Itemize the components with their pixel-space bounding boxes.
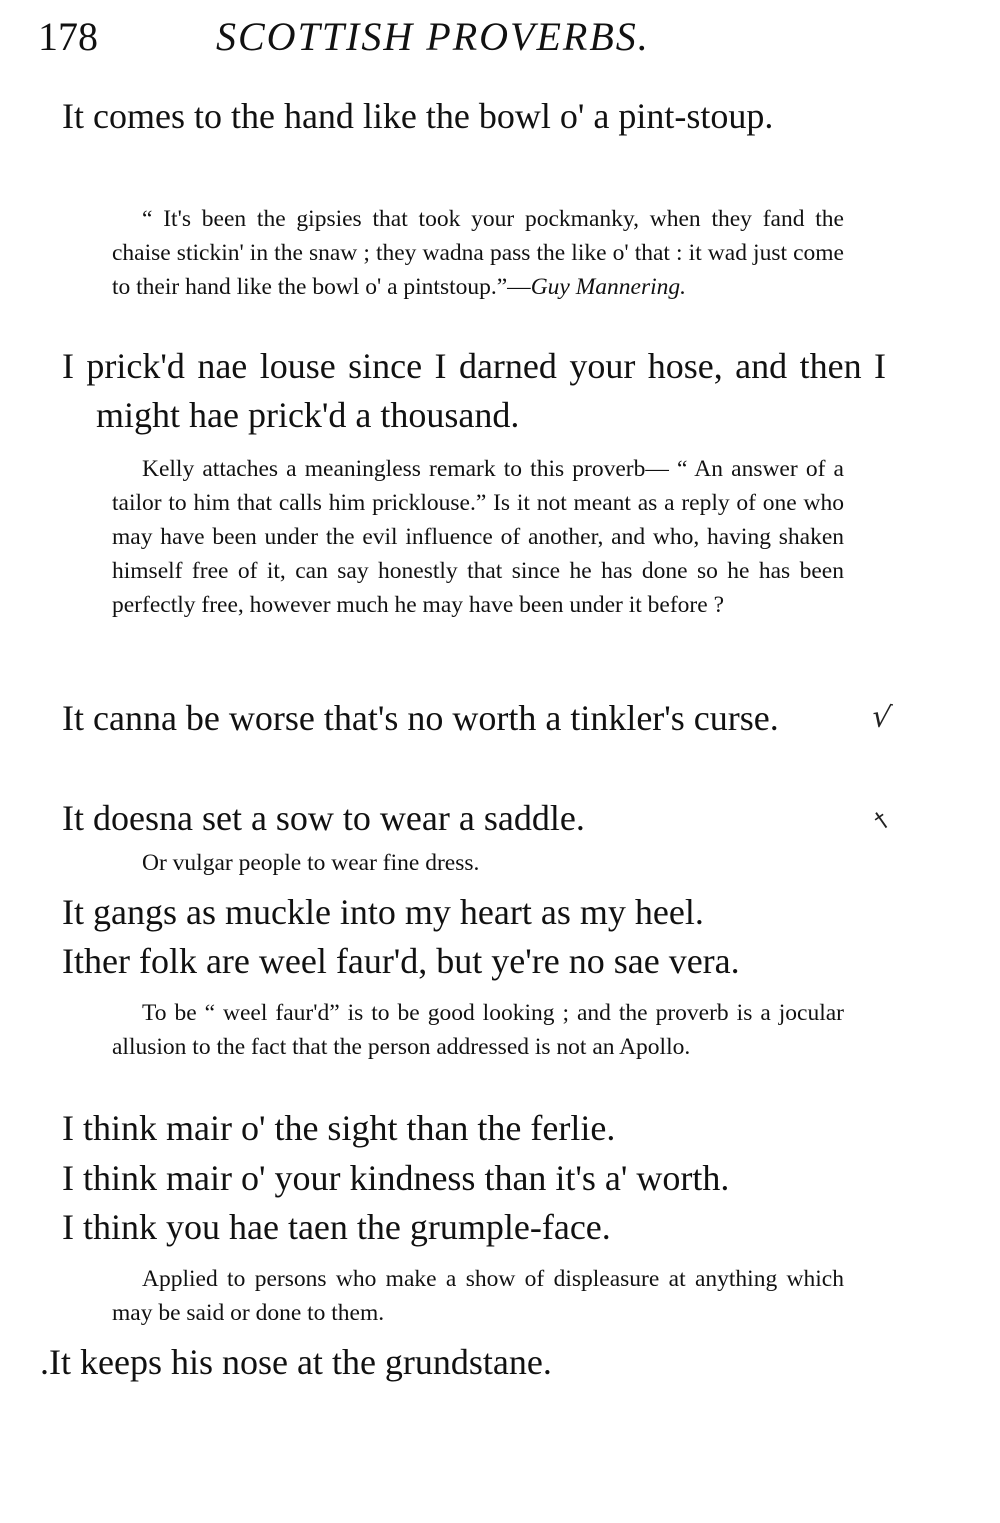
proverb-note: Or vulgar people to wear fine dress. bbox=[142, 850, 480, 876]
proverb: I think mair o' your kindness than it's a' worth. bbox=[62, 1158, 730, 1198]
proverb: It comes to the hand like the bowl o' a pint-stoup. bbox=[62, 96, 774, 136]
proverb: I think you hae taen the grumple-face. bbox=[62, 1207, 611, 1247]
page-number: 178 bbox=[38, 14, 98, 59]
note-text: “ It's been the gipsies that took your pockmanky, when they fand the chaise stickin' in the snaw ; they wadna pass the like o' that : it wad just come to their hand like the bowl o' a pintstoup.”— bbox=[112, 206, 844, 300]
proverb-note: Applied to persons who make a show of displeasure at anything which may be said or done to them. bbox=[112, 1266, 844, 1326]
proverb-note: To be “ weel faur'd” is to be good looking ; and the proverb is a jocular allusion to the fact that the person addressed is not an Apollo. bbox=[112, 1000, 844, 1060]
proverb-note bbox=[112, 202, 844, 304]
proverb: I prick'd nae louse since I darned your hose, and then I might hae prick'd a thousand. bbox=[62, 346, 886, 435]
proverb: I think mair o' the sight than the ferlie. bbox=[62, 1108, 616, 1148]
running-title: SCOTTISH PROVERBS. bbox=[216, 14, 650, 59]
margin-dagger-mark: † bbox=[869, 807, 894, 834]
proverb: It gangs as muckle into my heart as my heel. bbox=[62, 892, 704, 932]
proverb: It doesna set a sow to wear a saddle. bbox=[62, 798, 585, 838]
proverb: .It keeps his nose at the grundstane. bbox=[40, 1342, 552, 1382]
proverb: It canna be worse that's no worth a tinkler's curse. bbox=[62, 698, 779, 738]
margin-check-mark: √ bbox=[869, 698, 894, 737]
note-citation: Guy Mannering. bbox=[530, 274, 687, 300]
proverb: Ither folk are weel faur'd, but ye're no sae vera. bbox=[62, 941, 740, 981]
proverb-note: Kelly attaches a meaningless remark to this proverb— “ An answer of a tailor to him that calls him pricklouse.” Is it not meant as a reply of one who may have been under the evil influence of another, and who, having shaken himself free of it, can say honestly that since he has done so he has been perfectly free, however much he may have been under it before ? bbox=[112, 456, 844, 618]
